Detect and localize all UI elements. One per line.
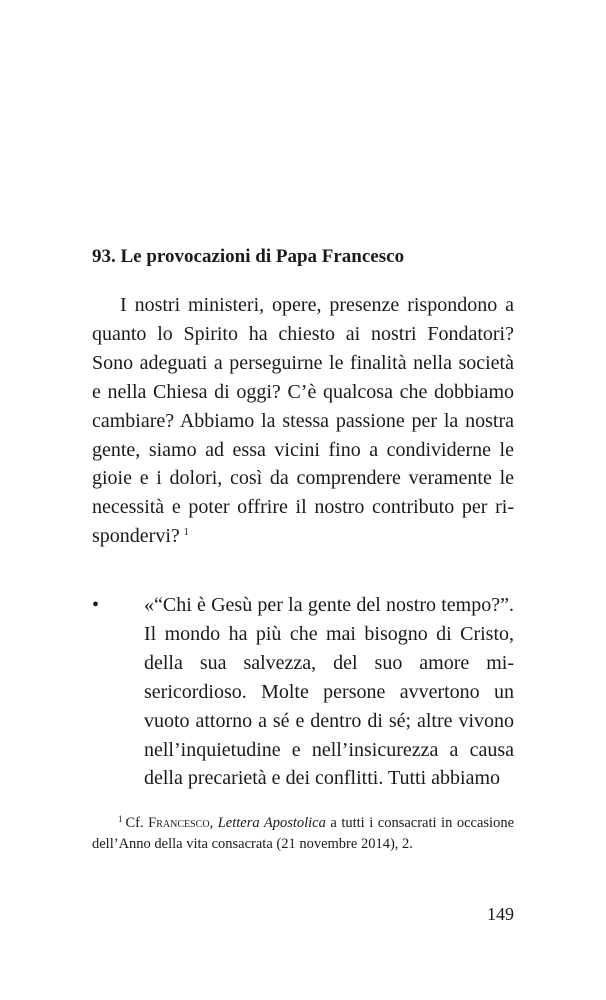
footnote: $^1$ Cf. Francesco, Lettera Apostolica a tutti i consacrati in occasione dell’Anno della vita consacrata (21 novembre 2014), 2. — [92, 814, 515, 852]
footnote-rest: a tutti i consacrati in occasione dell’Anno della vita consacrata (21 novembre 2014), 2. — [92, 815, 515, 852]
bullet-icon: • — [92, 594, 100, 616]
section-title: 93. Le provocazioni di Papa Francesco — [92, 246, 405, 267]
body-paragraph — [92, 291, 514, 551]
footnote-number: 1 — [118, 814, 123, 824]
footnote-prefix: Cf. — [125, 815, 144, 831]
footnote-work-title: Lettera Apostolica — [217, 815, 326, 831]
body-paragraph-text: I nostri ministeri, opere, presenze rispondono a quanto lo Spirito ha chiesto ai nostri Fondatori? Sono adeguati a perseguirne le finalità nella società e nella Chiesa di oggi? C’è qualcosa che dobbiamo cambiare? Abbiamo la stessa passione per la nostra gente, siamo ad essa vicini fino a condividerne le gioie e i dolori, così da comprendere veramente le necessità e poter offrire il nostro contributo per rispondervi? — [92, 294, 514, 548]
book-page — [92, 0, 514, 1000]
page-number: 149 — [487, 904, 514, 924]
footnote-author: Francesco — [148, 815, 210, 831]
bullet-text: «“Chi è Gesù per la gente del nostro tempo?”. Il mondo ha più che mai bisogno di Cristo, della sua salvezza, del suo amore misericordioso. Molte persone avvertono un vuoto attorno a sé e dentro di sé; altre vivono nell’inquietudine e nell’insicurezza a causa della precarietà e dei conflitti. Tutti abbiamo — [144, 594, 514, 790]
footnote-reference: 1 — [183, 527, 189, 539]
